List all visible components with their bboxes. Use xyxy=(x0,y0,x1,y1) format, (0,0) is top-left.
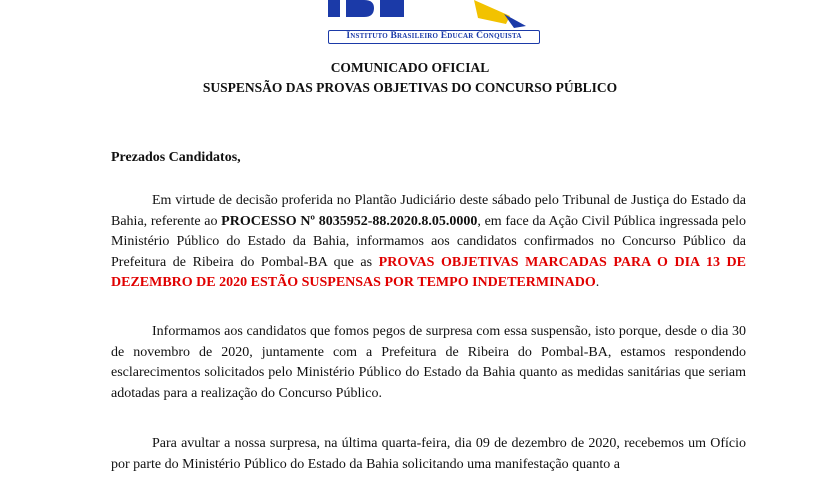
paragraph-1 xyxy=(111,191,746,294)
logo-letter-i xyxy=(328,0,340,17)
paragraph-1-text-a: Em virtude de decisão proferida no Plantão Judiciário deste sábado pelo Tribunal de Justiça do Estado da Bahia, referente ao xyxy=(111,193,746,229)
logo-yellow-shape xyxy=(474,0,510,24)
greeting: Prezados Candidatos, xyxy=(111,150,241,165)
ibe-logo-mark xyxy=(328,0,540,30)
process-number: PROCESSO Nº 8035952-88.2020.8.05.0000 xyxy=(221,213,478,229)
document-subtitle: SUSPENSÃO DAS PROVAS OBJETIVAS DO CONCURSO PÚBLICO xyxy=(202,80,618,95)
paragraph-3 xyxy=(111,434,746,475)
paragraph-1-text-c: . xyxy=(595,275,600,290)
suspension-highlight: PROVAS OBJETIVAS MARCADAS PARA O DIA 13 DE DEZEMBRO DE 2020 ESTÃO SUSPENSAS POR TEMPO INDETERMINADO xyxy=(111,254,747,290)
paragraph-2-text: Informamos aos candidatos que fomos pegos de surpresa com essa suspensão, isto porque, desde o dia 30 de novembro de 2020, juntamente com a Prefeitura de Ribeira do Pombal-BA, estamos respondendo esclarecimentos solicitados pelo Ministério Público do Estado da Bahia quanto as medidas sanitárias que seriam adotadas para a realização do Concurso Público. xyxy=(111,324,746,401)
ibe-logo xyxy=(328,0,540,46)
logo-subtitle: Instituto Brasileiro Educar Conquista xyxy=(328,30,540,44)
paragraph-3-text: Para avultar a nossa surpresa, na última quarta-feira, dia 09 de dezembro de 2020, recebemos um Ofício por parte do Ministério Público do Estado da Bahia solicitando uma manifestação quanto a xyxy=(111,436,746,472)
paragraph-2 xyxy=(111,322,746,404)
logo-letter-b xyxy=(346,0,374,17)
logo-letter-e xyxy=(380,0,404,17)
paragraph-1-text-b: , em face da Ação Civil Pública ingressada pelo Ministério Público do Estado da Bahia, informamos aos candidatos confirmados no Concurso Público da Prefeitura de Ribeira do Pombal-BA que as xyxy=(111,213,746,270)
document-title: COMUNICADO OFICIAL xyxy=(330,60,490,75)
